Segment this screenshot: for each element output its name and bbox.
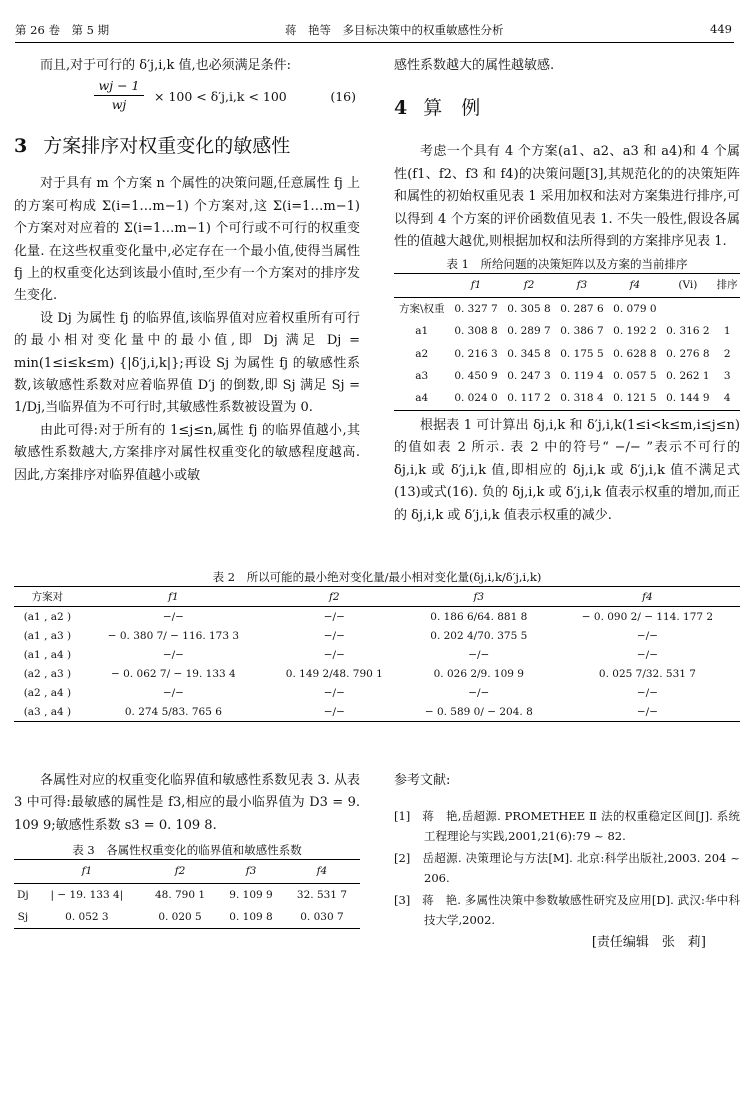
equation-body: × 100 < δ′j,i,k < 100 xyxy=(154,89,287,105)
table-cell: 0. 079 0 xyxy=(613,302,657,315)
table-row xyxy=(14,645,740,664)
table-cell: (a1 , a3 ) xyxy=(23,629,72,642)
table-header-cell: f1 xyxy=(81,587,266,607)
table-cell: −/− xyxy=(323,610,345,623)
running-title: 蒋 艳等 多目标决策中的权重敏感性分析 xyxy=(285,23,504,37)
table-header-cell: f4 xyxy=(555,587,740,607)
table-cell: 0. 276 8 xyxy=(666,347,710,360)
reference-item: [2] 岳超源. 决策理论与方法[M]. 北京:科学出版社,2003. 204 ~ 206. xyxy=(394,851,740,886)
table-cell: −/− xyxy=(468,686,490,699)
table-cell: 48. 790 1 xyxy=(154,888,206,901)
table-cell: 0. 144 9 xyxy=(661,387,714,410)
table-cell: −/− xyxy=(162,686,184,699)
table-1 xyxy=(394,273,740,410)
paragraph: 考虑一个具有 4 个方案(a1、a2、a3 和 a4)和 4 个属性(f1、f2、f3 和 f4)的决策问题[3],其规范化的的决策矩阵和属性的初始权重见表 1 采用加权和法对方案集进行排序,可以得到 4 个方案的评价函数值见表 1. 不失一般性,假设各属性的值越大越优,则根据加权和法所得到的方案排序见表 1. xyxy=(394,144,740,250)
table-cell: 0. 026 2/9. 109 9 xyxy=(433,667,524,680)
table-header-cell xyxy=(14,860,32,883)
table-cell: −/− xyxy=(323,686,345,699)
table-cell: (a3 , a4 ) xyxy=(14,702,81,722)
table-header-cell: (Vi) xyxy=(661,274,714,297)
fraction-denominator: wj xyxy=(111,97,127,113)
paragraph: 感性系数越大的属性越敏感. xyxy=(394,58,555,73)
table-cell: 0. 119 4 xyxy=(560,370,604,383)
table-cell: 0. 327 7 xyxy=(454,302,498,315)
table-cell: 0. 117 2 xyxy=(503,387,556,410)
table-cell: − 0. 090 2/ − 114. 177 2 xyxy=(581,610,714,623)
table2-block xyxy=(14,568,740,722)
table-cell: 0. 025 7/32. 531 7 xyxy=(598,667,696,680)
table-cell: a3 xyxy=(415,370,429,383)
table-cell: Sj xyxy=(14,906,32,929)
reference-item: [1] 蒋 艳,岳超源. PROMETHEE Ⅱ 法的权重稳定区间[J]. 系统工程理论与实践,2001,21(6):79 ~ 82. xyxy=(394,809,740,844)
paragraph: 各属性对应的权重变化临界值和敏感性系数见表 3. 从表 3 中可得:最敏感的属性是 f3,相应的最小临界值为 D3 = 9. 109 9;敏感性系数 s3 = 0. 109 8. xyxy=(14,773,360,833)
table-cell: 0. 202 4/70. 375 5 xyxy=(430,629,528,642)
table-header-cell: f2 xyxy=(142,860,218,883)
table-cell: − 0. 062 7/ − 19. 133 4 xyxy=(111,667,236,680)
table-cell: 0. 247 3 xyxy=(507,370,551,383)
page-number: 449 xyxy=(710,22,732,36)
paragraph: 由此可得:对于所有的 1≤j≤n,属性 fj 的临界值越小,其敏感性系数越大,方案排序对属性权重变化的敏感程度越高. 因此,方案排序对临界值越小或敏 xyxy=(14,422,360,483)
table-cell: (a1 , a4 ) xyxy=(23,648,72,661)
table-cell: −/− xyxy=(162,610,184,623)
equation-fraction xyxy=(94,77,144,114)
table-row xyxy=(394,387,740,410)
table-header-cell: f3 xyxy=(403,587,555,607)
table-cell: 0. 262 1 xyxy=(666,370,710,383)
table-cell: 0. 030 7 xyxy=(284,906,360,929)
table-cell: 0. 308 8 xyxy=(454,325,498,338)
table3-caption: 表 3 各属性权重变化的临界值和敏感性系数 xyxy=(72,843,302,858)
table-cell: 0. 192 2 xyxy=(613,325,657,338)
reference-list xyxy=(394,806,740,930)
table-cell: (a1 , a2 ) xyxy=(23,610,72,623)
paragraph: 而且,对于可行的 δ′j,i,k 值,也必须满足条件: xyxy=(40,58,292,73)
table-row xyxy=(14,906,360,929)
table-row xyxy=(394,343,740,365)
table-row xyxy=(394,320,740,342)
table-cell: 2 xyxy=(723,347,731,360)
table-cell: −/− xyxy=(636,648,658,661)
table1-caption: 表 1 所给问题的决策矩阵以及方案的当前排序 xyxy=(446,257,688,272)
left-column xyxy=(14,55,360,487)
table-header-cell: f2 xyxy=(266,587,403,607)
table-cell: −/− xyxy=(266,702,403,722)
table-cell xyxy=(661,297,714,320)
table-row xyxy=(394,365,740,387)
table-cell: 0. 020 5 xyxy=(142,906,218,929)
table-cell xyxy=(714,297,740,320)
table-cell: −/− xyxy=(323,648,345,661)
editor-note: [责任编辑 张 莉] xyxy=(591,935,706,951)
table-cell: 0. 450 9 xyxy=(454,370,498,383)
reference-item: [3] 蒋 艳. 多属性决策中参数敏感性研究及应用[D]. 武汉:华中科技大学,2002. xyxy=(394,893,740,928)
table-row xyxy=(14,664,740,683)
table-cell: 0. 109 8 xyxy=(218,906,284,929)
table-cell: 0. 345 8 xyxy=(507,347,551,360)
table-cell: 0. 305 8 xyxy=(507,302,551,315)
table-cell: 1 xyxy=(723,325,731,338)
table-header-cell: f3 xyxy=(555,274,608,297)
paragraph: 设 Dj 为属性 fj 的临界值,该临界值对应着权重所有可行的最小相对变化量中的最小值,即 Dj 满足 Dj = min(1≤i≤k≤m) {|δ′j,i,k|};再设 Sj 为属性 fj 的敏感性系数,该敏感性系数对应着临界值 D′j 的倒数,即 Sj 满足 Sj = 1/Dj,当临界值为不可行时,其敏感性系数被设置为 0. xyxy=(14,310,360,416)
table-cell: −/− xyxy=(162,648,184,661)
table-cell: 3 xyxy=(723,370,731,383)
table-cell: 0. 386 7 xyxy=(560,325,604,338)
table-cell: 0. 175 5 xyxy=(560,347,604,360)
table-cell: 0. 628 8 xyxy=(613,347,657,360)
table-cell: − 0. 589 0/ − 204. 8 xyxy=(403,702,555,722)
paragraph: 根据表 1 可计算出 δj,i,k 和 δ′j,i,k(1≤i<k≤m,i≤j≤n)的值如表 2 所示. 表 2 中的符号“ −/− ”表示不可行的 δj,i,k 或 δ′j,i,k 值,即相应的 δj,i,k 或 δ′j,i,k 值不满足式(13)或式(16). 负的 δj,i,k 或 δ′j,i,k 值表示权重的增加,而正的 δj,i,k 或 δ′j,i,k 值表示权重的减少. xyxy=(394,417,740,523)
fraction-numerator: wj − 1 xyxy=(94,77,144,96)
table-row xyxy=(14,607,740,627)
table-cell: (a2 , a4 ) xyxy=(23,686,72,699)
table-3 xyxy=(14,859,360,929)
table-cell: −/− xyxy=(636,629,658,642)
references-title: 参考文献: xyxy=(394,773,451,788)
table-cell: 0. 274 5/83. 765 6 xyxy=(81,702,266,722)
references xyxy=(394,770,740,955)
section-heading-4: 4 算 例 xyxy=(394,97,481,120)
table-cell: 32. 531 7 xyxy=(296,888,348,901)
table-cell: 方案\权重 xyxy=(399,302,445,315)
table-cell: (a2 , a3 ) xyxy=(23,667,72,680)
table-header-cell: f4 xyxy=(284,860,360,883)
table-2 xyxy=(14,586,740,722)
table-header-cell: 排序 xyxy=(714,274,740,297)
table-cell: 0. 052 3 xyxy=(32,906,142,929)
table-row xyxy=(14,626,740,645)
table-header-cell: f3 xyxy=(218,860,284,883)
table-row xyxy=(14,883,360,906)
table-cell: 0. 318 4 xyxy=(555,387,608,410)
table-header-cell: 方案对 xyxy=(14,587,81,607)
section-heading-3: 3 方案排序对权重变化的敏感性 xyxy=(14,135,291,158)
table-cell: 0. 024 0 xyxy=(450,387,503,410)
table-row xyxy=(394,297,740,320)
table-header-cell xyxy=(394,274,450,297)
table-cell: 0. 186 6/64. 881 8 xyxy=(430,610,528,623)
right-column xyxy=(394,55,740,527)
table-cell: Dj xyxy=(17,888,29,901)
table-cell: 0. 289 7 xyxy=(507,325,551,338)
table-header-cell: f1 xyxy=(450,274,503,297)
table-cell: 9. 109 9 xyxy=(229,888,273,901)
table-cell: 0. 057 5 xyxy=(613,370,657,383)
table-cell: 0. 149 2/48. 790 1 xyxy=(285,667,383,680)
table-header-cell: f1 xyxy=(32,860,142,883)
table2-caption: 表 2 所以可能的最小绝对变化量/最小相对变化量(δj,i,k/δ′j,i,k) xyxy=(212,570,542,584)
table-row xyxy=(14,683,740,702)
left-column-bottom xyxy=(14,770,360,929)
table-cell: 4 xyxy=(714,387,740,410)
table-cell: −/− xyxy=(555,702,740,722)
table-cell: 0. 287 6 xyxy=(560,302,604,315)
table-header-cell: f2 xyxy=(503,274,556,297)
table-cell: − 0. 380 7/ − 116. 173 3 xyxy=(107,629,240,642)
table-cell: −/− xyxy=(468,648,490,661)
table-cell: −/− xyxy=(636,686,658,699)
table-cell: a4 xyxy=(394,387,450,410)
table-cell: a2 xyxy=(415,347,429,360)
table-cell: −/− xyxy=(323,629,345,642)
header-rule xyxy=(15,42,734,43)
paragraph: 对于具有 m 个方案 n 个属性的决策问题,任意属性 fj 上的方案可构成 Σ(i=1…m−1) 个方案对,这 Σ(i=1…m−1) 个方案对对应着的 Σ(i=1…m−1) 个可行或不可行的权重变化量. 在这些权重变化量中,必定存在一个最小值,使得当属性 fj 上的权重变化达到该最小值时,至少有一个方案对的排序发生变化. xyxy=(14,176,360,304)
table-cell: a1 xyxy=(415,325,429,338)
table-cell: | − 19. 133 4| xyxy=(50,888,124,901)
table-cell: 0. 216 3 xyxy=(454,347,498,360)
table-cell: 0. 121 5 xyxy=(608,387,661,410)
table-header-cell: f4 xyxy=(608,274,661,297)
table-cell: 0. 316 2 xyxy=(666,325,710,338)
running-header xyxy=(15,22,732,42)
equation-number: (16) xyxy=(330,89,356,105)
table-row xyxy=(14,702,740,722)
equation-16 xyxy=(14,77,360,117)
journal-volume: 第 26 卷 第 5 期 xyxy=(15,23,110,37)
